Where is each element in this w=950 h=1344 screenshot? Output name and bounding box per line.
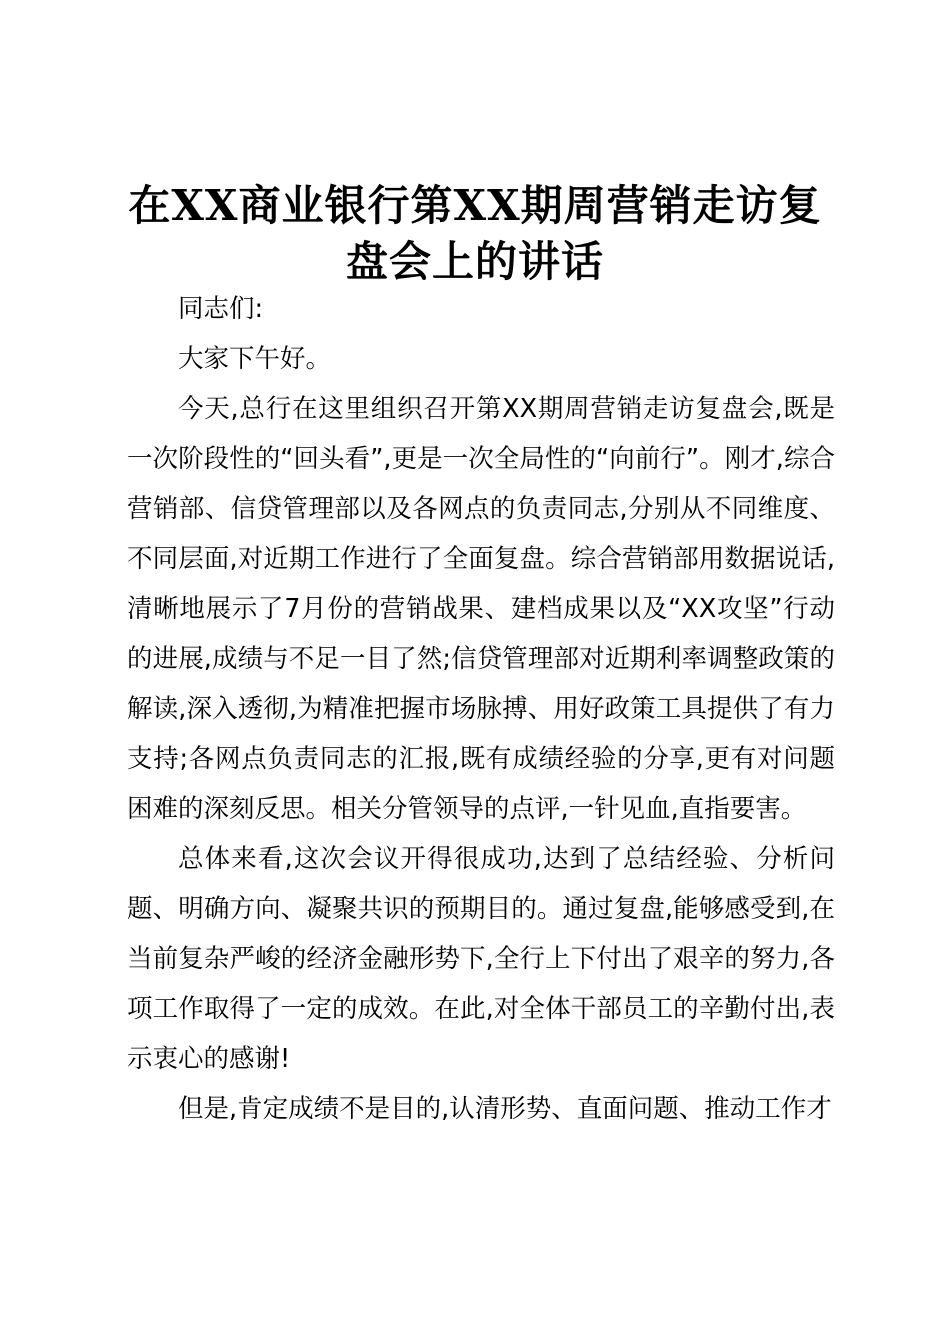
paragraph-2: 总体来看,这次会议开得很成功,达到了总结经验、分析问题、明确方向、凝聚共识的预期目的。通过复盘,能够感受到,在当前复杂严峻的经济金融形势下,全行上下付出了艰辛的努力,各项工作取得了一定的成效。在此,对全体干部员工的辛勤付出,表示衷心的感谢! [127,844,835,1074]
paragraph-1: 今天,总行在这里组织召开第XX期周营销走访复盘会,既是一次阶段性的“回头看”,更是一次全局性的“向前行”。刚才,综合营销部、信贷管理部以及各网点的负责同志,分别从不同维度、不同层面,对近期工作进行了全面复盘。综合营销部用数据说话,清晰地展示了7月份的营销战果、建档成果以及“XX攻坚”行动的进展,成绩与不足一目了然;信贷管理部对近期利率调整政策的解读,深入透彻,为精准把握市场脉搏、用好政策工具提供了有力支持;各网点负责同志的汇报,既有成绩经验的分享,更有对问题困难的深刻反思。相关分管领导的点评,一针见血,直指要害。 [127,394,835,824]
paragraph-3: 但是,肯定成绩不是目的,认清形势、直面问题、推动工作才 [178,1094,832,1124]
document-body [127,284,835,1134]
document-title: 在XX商业银行第XX期周营销走访复盘会上的讲话 [128,181,822,286]
salutation: 同志们: [178,294,264,324]
greeting: 大家下午好。 [178,344,332,374]
